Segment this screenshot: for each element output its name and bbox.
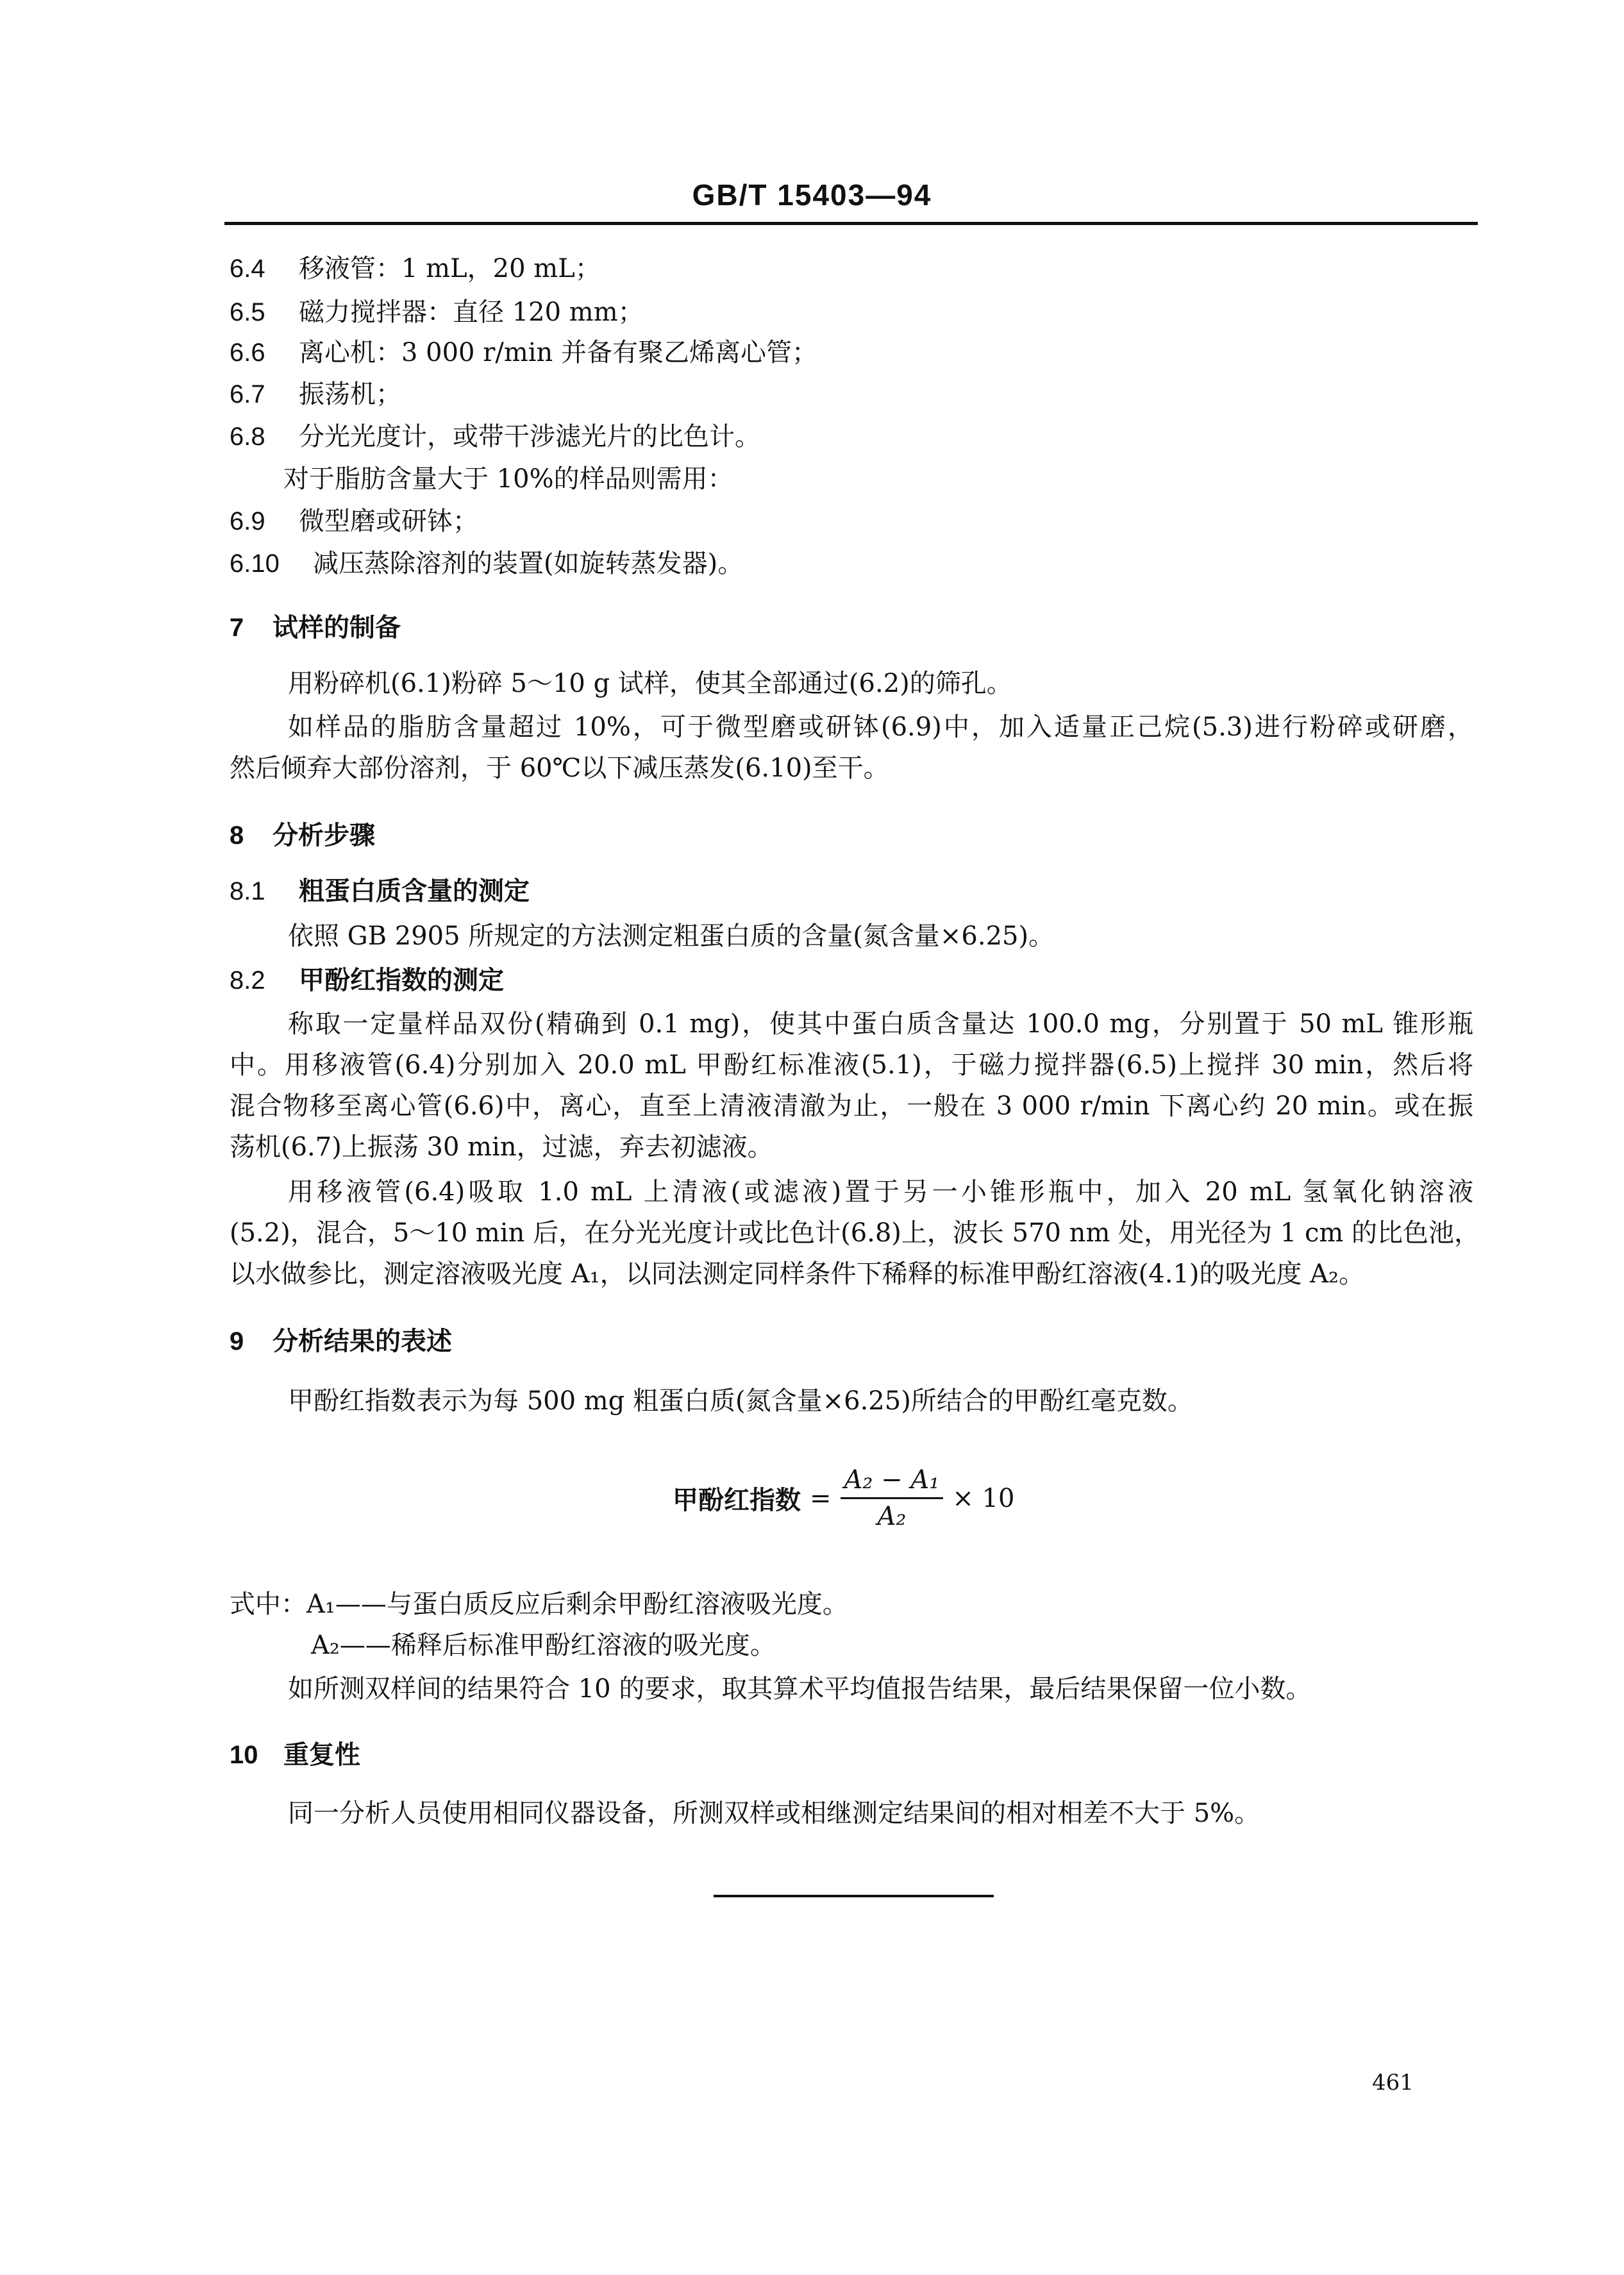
item-note: 对于脂肪含量大于 10%的样品则需用： [283,464,733,494]
item-number: 6.6 [230,339,265,367]
item-number: 6.5 [230,298,265,326]
variable-definition: A₂——稀释后标准甲酚红溶液的吸光度。 [311,1631,776,1660]
item-number: 6.4 [230,255,265,283]
paragraph-line: 用粉碎机(6.1)粉碎 5～10 g 试样，使其全部通过(6.2)的筛孔。 [288,669,1012,698]
section-title: 重复性 [283,1740,360,1770]
item-number: 6.7 [230,380,265,408]
paragraph-line: 如所测双样间的结果符合 10 的要求，取其算术平均值报告结果，最后结果保留一位小数。 [288,1674,1312,1704]
paragraph-line: 混合物移至离心管(6.6)中，离心，直至上清液清澈为止，一般在 3 000 r/min 下离心约 20 min。或在振 [230,1091,1473,1121]
paragraph-line: 然后倾弃大部份溶剂，于 60℃以下减压蒸发(6.10)至干。 [230,753,889,783]
page-number: 461 [1372,2070,1414,2095]
section-number: 10 [230,1741,258,1769]
section-title: 试样的制备 [272,612,401,642]
item-text: 磁力搅拌器：直径 120 mm； [299,298,644,327]
formula [673,1465,1014,1531]
formula-numerator: A₂ − A₁ [841,1465,944,1499]
paragraph-line: 中。用移液管(6.4)分别加入 20.0 mL 甲酚红标准液(5.1)，于磁力搅拌器(6.5)上搅拌 30 min，然后将 [230,1050,1473,1080]
item-text: 振荡机； [299,380,401,409]
item-text: 离心机：3 000 r/min 并备有聚乙烯离心管； [299,338,818,367]
paragraph-line: 称取一定量样品双份(精确到 0.1 mg)，使其中蛋白质含量达 100.0 mg，分别置于 50 mL 锥形瓶 [288,1009,1473,1039]
paragraph-line: 同一分析人员使用相同仪器设备，所测双样或相继测定结果间的相对相差不大于 5%。 [288,1799,1260,1828]
paragraph-line: (5.2)，混合，5～10 min 后，在分光光度计或比色计(6.8)上，波长 570 nm 处，用光径为 1 cm 的比色池， [230,1218,1480,1248]
section-title: 分析步骤 [272,820,375,850]
paragraph-line: 以水做参比，测定溶液吸光度 A₁，以同法测定同样条件下稀释的标准甲酚红溶液(4.1)的吸光度 A₂。 [230,1259,1365,1289]
paragraph-line: 荡机(6.7)上振荡 30 min，过滤，弃去初滤液。 [230,1132,773,1162]
paragraph-line: 甲酚红指数表示为每 500 mg 粗蛋白质(氮含量×6.25)所结合的甲酚红毫克数。 [288,1386,1193,1416]
document-header: GB/T 15403—94 [692,178,932,212]
formula-fraction [841,1465,944,1531]
formula-denominator: A₂ [877,1502,907,1531]
paragraph-line: 用移液管(6.4)吸取 1.0 mL 上清液(或滤液)置于另一小锥形瓶中，加入 20 mL 氢氧化钠溶液 [288,1177,1473,1207]
subsection-number: 8.1 [230,877,265,905]
formula-equals: = [810,1483,832,1513]
section-number: 8 [230,821,244,850]
paragraph-line: 依照 GB 2905 所规定的方法测定粗蛋白质的含量(氮含量×6.25)。 [288,921,1055,951]
end-rule [714,1895,994,1897]
section-title: 分析结果的表述 [272,1326,452,1356]
subsection-title: 粗蛋白质含量的测定 [299,876,530,906]
subsection-number: 8.2 [230,966,265,995]
section-number: 9 [230,1327,244,1356]
item-number: 6.10 [230,550,280,578]
item-number: 6.9 [230,507,265,535]
subsection-title: 甲酚红指数的测定 [299,965,504,995]
item-number: 6.8 [230,423,265,451]
variable-definition: 式中：A₁——与蛋白质反应后剩余甲酚红溶液吸光度。 [230,1590,848,1619]
item-text: 微型磨或研钵； [299,507,478,536]
section-number: 7 [230,614,244,642]
item-text: 移液管：1 mL，20 mL； [299,254,601,283]
paragraph-line: 如样品的脂肪含量超过 10%，可于微型磨或研钵(6.9)中，加入适量正己烷(5.3)进行粉碎或研磨， [288,712,1473,742]
header-rule [224,222,1478,225]
item-text: 分光光度计，或带干涉滤光片的比色计。 [299,422,760,451]
formula-lhs: 甲酚红指数 [673,1485,801,1515]
formula-multiplier: × 10 [952,1483,1015,1513]
item-text: 减压蒸除溶剂的装置(如旋转蒸发器)。 [313,549,744,578]
